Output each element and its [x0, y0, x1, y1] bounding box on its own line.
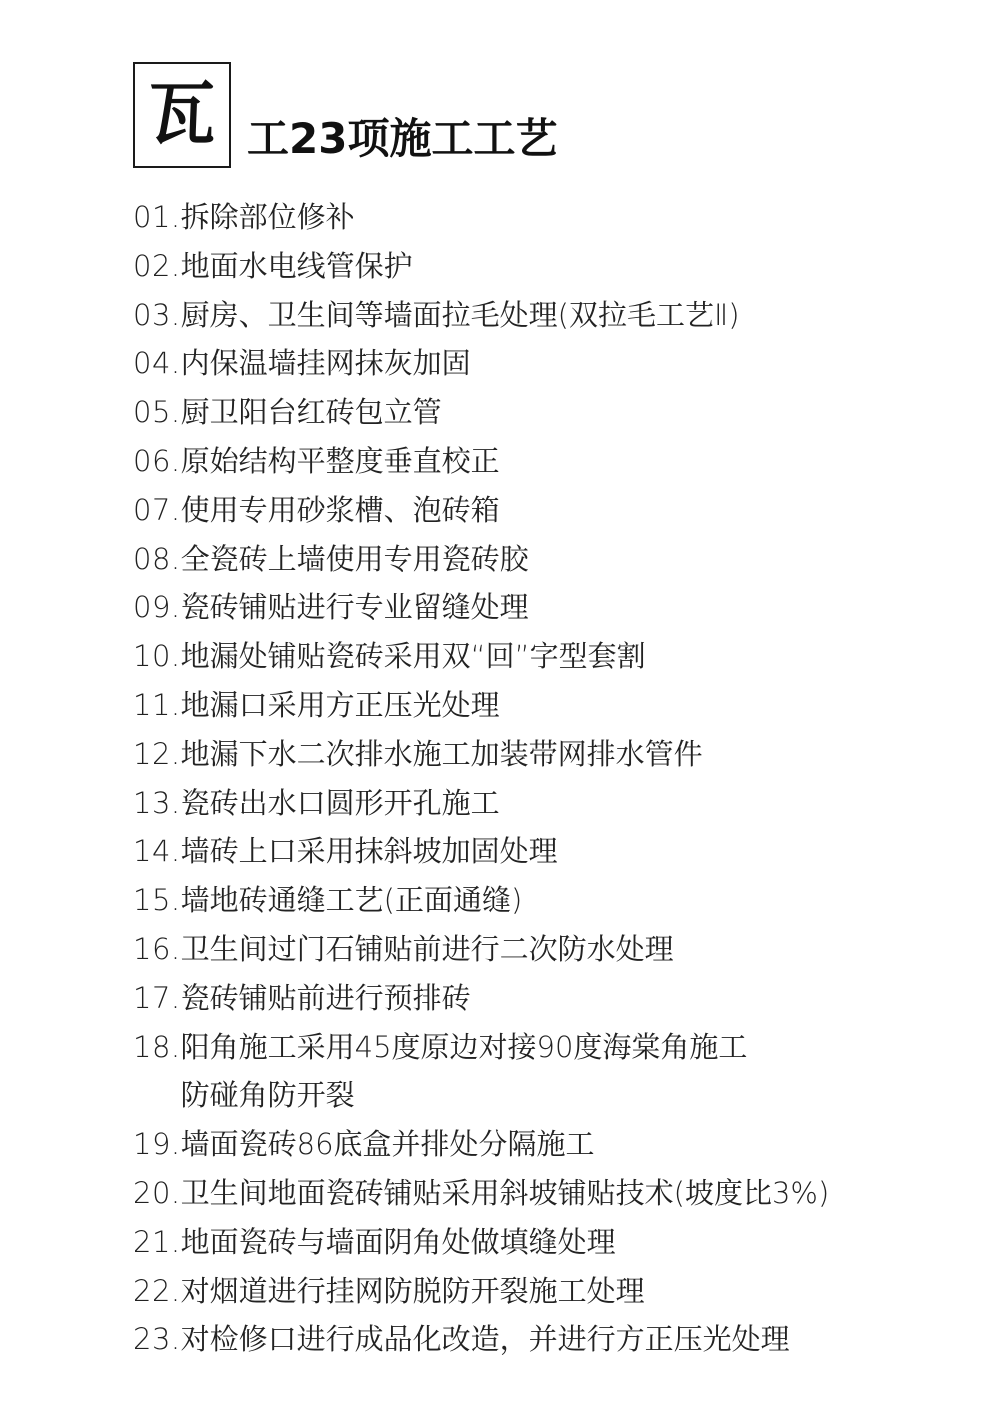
item-text-line: 墙砖上口采用抹斜坡加固处理: [180, 834, 558, 869]
item-number: 18.: [133, 1029, 181, 1064]
item-text-line: 地面水电线管保护: [180, 248, 413, 283]
item-text-line: 使用专用砂浆槽、泡砖箱: [180, 492, 500, 527]
list-item: [133, 339, 933, 388]
process-list: [133, 193, 933, 1364]
list-item: [133, 583, 933, 632]
item-number: 02.: [133, 248, 181, 283]
item-text: [181, 193, 355, 242]
item-text-line: 瓷砖铺贴前进行预排砖: [180, 980, 471, 1015]
item-number: 21.: [133, 1224, 181, 1259]
item-number: 10.: [133, 639, 181, 674]
list-item: [133, 1120, 933, 1169]
item-text-line: 墙面瓷砖86底盒并排处分隔施工: [180, 1127, 595, 1162]
item-text-line: 原始结构平整度垂直校正: [180, 443, 500, 478]
item-number: 22.: [133, 1273, 181, 1308]
item-text: [181, 779, 500, 828]
item-number: 09.: [133, 590, 181, 625]
list-item: [133, 1315, 933, 1364]
title-boxed-character-frame: [133, 62, 231, 168]
title-boxed-character: 瓦: [149, 74, 215, 155]
title-text: 工23项施工工艺: [247, 114, 558, 163]
item-number: 08.: [133, 541, 181, 576]
item-text: [181, 1120, 595, 1169]
list-item: [133, 388, 933, 437]
list-item: [133, 974, 933, 1023]
list-item: [133, 827, 933, 876]
item-text-line: 拆除部位修补: [180, 200, 355, 234]
item-number: 05.: [133, 395, 181, 430]
item-text-line: 防碰角防开裂: [180, 1078, 355, 1113]
item-number: 17.: [133, 980, 181, 1015]
list-item: [133, 1023, 933, 1121]
item-number: 15.: [133, 883, 181, 918]
list-item: [133, 1218, 933, 1267]
item-text: [181, 1267, 645, 1316]
item-text: [181, 876, 523, 925]
item-number: 13.: [133, 785, 181, 820]
item-number: 16.: [133, 931, 181, 966]
list-item: [133, 193, 933, 242]
item-text: [181, 681, 500, 730]
item-text-line: 对烟道进行挂网防脱防开裂施工处理: [180, 1273, 645, 1308]
item-text-line: 瓷砖出水口圆形开孔施工: [180, 785, 500, 820]
item-text: [181, 1023, 748, 1121]
item-text-line: 对检修口进行成品化改造，并进行方正压光处理: [180, 1322, 790, 1357]
item-text-line: 内保温墙挂网抹灰加固: [180, 346, 471, 381]
item-text-line: 卫生间地面瓷砖铺贴采用斜坡铺贴技术(坡度比3%): [180, 1175, 830, 1210]
list-item: [133, 730, 933, 779]
item-text-line: 瓷砖铺贴进行专业留缝处理: [180, 590, 529, 625]
item-text: [181, 242, 413, 291]
item-text-line: 阳角施工采用45度原边对接90度海棠角施工: [180, 1029, 748, 1064]
item-number: 23.: [133, 1322, 181, 1357]
item-text: [181, 583, 529, 632]
item-text: [181, 339, 471, 388]
list-item: [133, 681, 933, 730]
item-text-line: 地漏下水二次排水施工加装带网排水管件: [180, 736, 703, 771]
item-text: [181, 291, 740, 340]
list-item: [133, 876, 933, 925]
item-text: [181, 1169, 830, 1218]
item-text: [181, 925, 674, 974]
list-item: [133, 1169, 933, 1218]
item-number: 19.: [133, 1127, 181, 1162]
item-text-line: 厨卫阳台红砖包立管: [180, 395, 442, 430]
item-text: [181, 486, 500, 535]
item-text-line: 墙地砖通缝工艺(正面通缝): [180, 883, 523, 918]
list-item: [133, 925, 933, 974]
item-text: [181, 730, 703, 779]
item-text-line: 地漏处铺贴瓷砖采用双“回”字型套割: [180, 639, 646, 674]
item-text: [181, 437, 500, 486]
item-text: [181, 632, 646, 681]
list-item: [133, 632, 933, 681]
item-number: 04.: [133, 346, 181, 381]
item-number: 07.: [133, 492, 181, 527]
item-number: 14.: [133, 834, 181, 869]
item-number: 06.: [133, 443, 181, 478]
item-text-line: 地漏口采用方正压光处理: [180, 687, 500, 722]
item-number: 20.: [133, 1175, 181, 1210]
item-number: 11.: [133, 687, 181, 722]
document-title: [133, 62, 833, 172]
item-number: 01.: [133, 200, 181, 234]
list-item: [133, 437, 933, 486]
item-text: [181, 827, 558, 876]
item-number: 03.: [133, 297, 181, 332]
item-text: [181, 535, 529, 584]
item-text: [181, 974, 471, 1023]
item-text-line: 卫生间过门石铺贴前进行二次防水处理: [180, 931, 674, 966]
list-item: [133, 291, 933, 340]
item-text: [181, 1315, 790, 1364]
list-item: [133, 486, 933, 535]
item-text: [181, 1218, 616, 1267]
list-item: [133, 535, 933, 584]
list-item: [133, 779, 933, 828]
item-text-line: 地面瓷砖与墙面阴角处做填缝处理: [180, 1224, 616, 1259]
list-item: [133, 1267, 933, 1316]
item-number: 12.: [133, 736, 181, 771]
item-text: [181, 388, 442, 437]
list-item: [133, 242, 933, 291]
item-text-line: 厨房、卫生间等墙面拉毛处理(双拉毛工艺Ⅱ): [180, 297, 740, 332]
item-text-line: 全瓷砖上墙使用专用瓷砖胶: [180, 541, 529, 576]
